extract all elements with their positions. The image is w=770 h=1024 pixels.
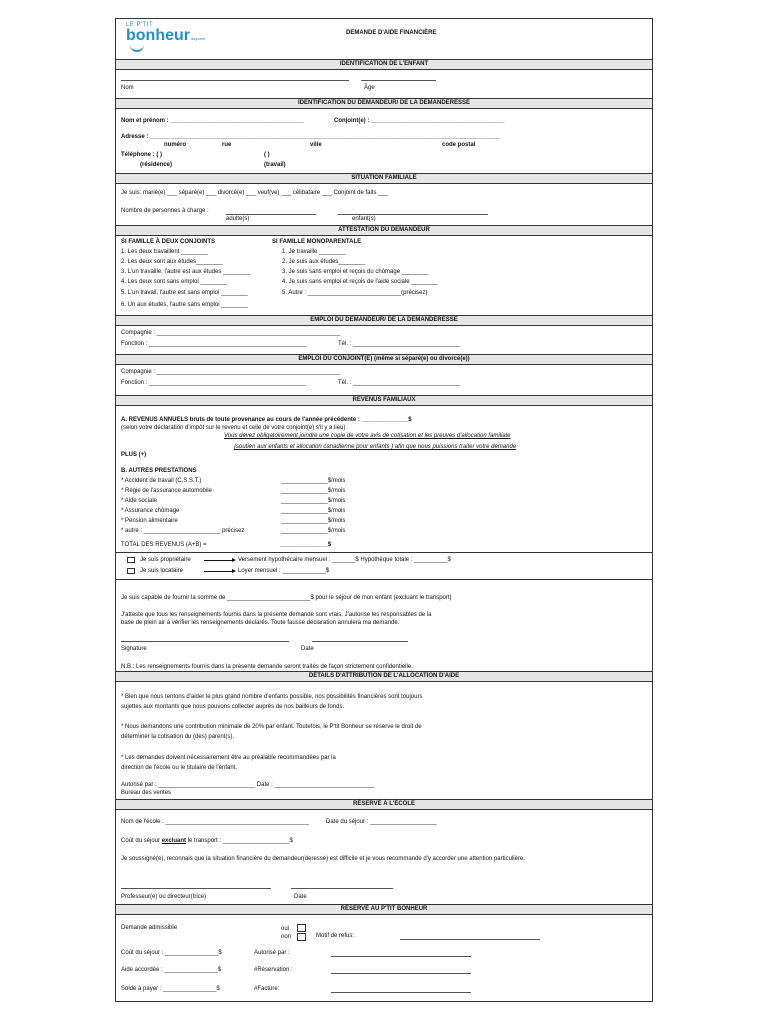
details-autorise[interactable]: Autorisé par : _____________________________ Date : ______________________________ bbox=[121, 782, 375, 788]
proprietaire-detail[interactable]: Versement hypothécaire mensuel : _______$ Hypothèque totale : __________$ bbox=[238, 557, 451, 563]
prestation-amount-1[interactable]: ______________$/mois bbox=[281, 478, 346, 484]
atteste-line-1: J'atteste que tous les renseignements fournis dans la présente demande sont vrais. J'autorise les responsables de la bbox=[121, 612, 432, 618]
label-date: Date bbox=[301, 646, 314, 652]
header-situation: SITUATION FAMILIALE bbox=[116, 173, 652, 184]
label-adultes: adulte(s) bbox=[226, 216, 250, 222]
divider bbox=[116, 579, 652, 580]
header-demandeur: IDENTIFICATION DU DEMANDEUR/ DE LA DEMANDERESSE bbox=[116, 98, 652, 109]
right-option-4[interactable]: 4. Je suis sans emploi et reçois de l'aide sociale ________ bbox=[282, 279, 438, 285]
ptit-solde[interactable]: Solde à payer : ________________$ bbox=[121, 986, 220, 992]
right-title: SI FAMILLE MONOPARENTALE bbox=[272, 239, 362, 245]
logo-main-text bbox=[126, 28, 205, 46]
logo-main-word: bonheur bbox=[126, 27, 190, 44]
logo-smile-icon bbox=[130, 45, 144, 52]
field-telephone-travail[interactable]: ( ) bbox=[264, 152, 270, 158]
prestation-item-2: * Régie de l'assurance automobile bbox=[121, 488, 212, 494]
prestation-amount-4[interactable]: ______________$/mois bbox=[281, 508, 346, 514]
label-code-postal: code postal bbox=[442, 142, 476, 148]
label-numero: numéro bbox=[164, 142, 187, 148]
ptit-cout[interactable]: Coût du séjour : ________________$ bbox=[121, 950, 222, 956]
label-enfants: enfant(s) bbox=[352, 216, 376, 222]
ecole-cout[interactable] bbox=[121, 837, 293, 845]
field-telephone-residence[interactable]: Téléphone : ( ) bbox=[121, 152, 162, 158]
details-p2b: déterminer la cotisation du (des) parent(s). bbox=[121, 734, 235, 740]
revenus-must-2: (soutien aux enfants et allocation canadienne pour enfants ) afin que nous puissions traiter votre demande bbox=[234, 444, 517, 450]
atteste-line-2: base de plein air à vérifier les renseignements déclarés. Toute fausse déclaration annulera ma demande. bbox=[121, 620, 400, 626]
revenus-must-1: Vous devez obligatoirement joindre une copie de votre avis de cotisation et les preuves d'allocation familiale bbox=[224, 433, 511, 439]
facture-field[interactable] bbox=[331, 992, 471, 993]
prestation-amount-6[interactable]: ______________$/mois bbox=[281, 528, 346, 534]
prestation-item-4: * Assurance chômage bbox=[121, 508, 180, 514]
arrow-right-icon bbox=[204, 560, 234, 561]
field-adresse[interactable]: Adresse : _________________________________________________________________________________________________________ bbox=[121, 134, 501, 140]
cout-post: le transport : ____________________$ bbox=[186, 838, 293, 844]
situation-options[interactable]: Je suis: marié(e) ___ séparé(e) ___ divorcé(e) ___ veuf(ve) ___ célibataire ___ Conjoint de faits ___ bbox=[121, 190, 389, 196]
header-ecole: RÉSERVÉ À L'ÉCOLE bbox=[116, 799, 652, 810]
right-option-5[interactable]: 5. Autre : ____________________________(précisez) bbox=[282, 290, 428, 296]
prof-signature-field[interactable] bbox=[121, 888, 271, 889]
revenus-note: (selon votre déclaration d'impôt sur le revenu et celle de votre conjoint(e) s'il y a lieu) bbox=[121, 425, 346, 431]
details-p3b: direction de l'école ou le titulaire de l'enfant. bbox=[121, 765, 238, 771]
left-option-6[interactable]: 6. Un aux études, l'autre sans emploi ________ bbox=[121, 302, 248, 308]
ecole-soussigne: Je soussigné(e), reconnais que la situation financière du demandeur(deresse) est difficile et je vous recommande d'y accorder une attention particulière. bbox=[121, 856, 525, 862]
label-non: non bbox=[281, 934, 292, 940]
proprietaire-checkbox[interactable] bbox=[127, 557, 135, 563]
label-age: Âge bbox=[364, 85, 375, 91]
prestation-item-1: * Accident de travail (C.S.S.T.) bbox=[121, 478, 202, 484]
label-facture: #Facture: bbox=[254, 986, 280, 992]
field-nom-prenom[interactable]: Nom et prénom : ________________________________________ bbox=[121, 118, 304, 124]
label-professeur: Professeur(e) ou directeur(trice) bbox=[121, 894, 207, 900]
total-revenus-label: TOTAL DES REVENUS (A+B) = bbox=[121, 542, 207, 548]
emploi-dem-tel[interactable]: Tél. : ________________________________ bbox=[338, 341, 460, 347]
motif-field[interactable] bbox=[400, 939, 540, 940]
divider bbox=[116, 552, 652, 553]
logo-suffix: daycare bbox=[191, 36, 206, 41]
non-checkbox[interactable] bbox=[297, 933, 306, 941]
left-option-2[interactable]: 2. Les deux sont aux études________ bbox=[121, 259, 223, 265]
label-rue: rue bbox=[222, 142, 232, 148]
header-attestation: ATTESTATION DU DEMANDEUR bbox=[116, 225, 652, 236]
header-emploi-demandeur: EMPLOI DU DEMANDEUR/ DE LA DEMANDERESSE bbox=[116, 315, 652, 326]
emploi-conj-tel[interactable]: Tél. : ________________________________ bbox=[338, 380, 460, 386]
label-nom: Nom bbox=[121, 85, 134, 91]
arrow-right-icon bbox=[204, 571, 234, 572]
autres-prestations-title: B. AUTRES PRESTATIONS bbox=[121, 468, 197, 474]
emploi-conj-compagnie[interactable]: Compagnie : _______________________________________________________ bbox=[121, 369, 341, 375]
locataire-checkbox[interactable] bbox=[127, 568, 135, 574]
autorise-par-field[interactable] bbox=[331, 956, 471, 957]
left-option-4[interactable]: 4. Les deux sont sans emploi ________ bbox=[121, 279, 228, 285]
details-p2a: * Nous demandons une contribution minimale de 20% par enfant. Toutefois, le P'tit Bonheur se réserve le droit de bbox=[121, 724, 422, 730]
right-option-1[interactable]: 1. Je travaille ________ bbox=[282, 249, 346, 255]
details-bureau: Bureau des ventes bbox=[121, 790, 172, 796]
left-title: SI FAMILLE À DEUX CONJOINTS bbox=[121, 239, 216, 245]
financial-aid-form bbox=[115, 18, 653, 1002]
label-reservation: #Réservation : bbox=[254, 967, 293, 973]
label-residence: (résidence) bbox=[140, 162, 173, 168]
label-ecole-date: Date bbox=[294, 894, 307, 900]
cout-excluant: excluant bbox=[161, 838, 187, 844]
ecole-date-field[interactable] bbox=[291, 888, 393, 889]
label-locataire: Je suis locataire bbox=[140, 568, 184, 574]
ecole-nom[interactable]: Nom de l'école : ___________________________________________ bbox=[121, 819, 309, 825]
left-option-5[interactable]: 5. L'un travail, l'autre est sans emploi ________ bbox=[121, 290, 248, 296]
label-ville: ville bbox=[310, 142, 322, 148]
ecole-date-sejour[interactable]: Date du séjour : ____________________ bbox=[326, 819, 437, 825]
emploi-dem-compagnie[interactable]: Compagnie : _______________________________________________________ bbox=[121, 330, 341, 336]
date-field[interactable] bbox=[312, 641, 408, 642]
prestation-amount-3[interactable]: ______________$/mois bbox=[281, 498, 346, 504]
ptit-bonheur-logo bbox=[126, 22, 205, 46]
label-oui: oui bbox=[281, 926, 290, 932]
oui-checkbox[interactable] bbox=[297, 924, 306, 932]
cout-pre: Coût du séjour bbox=[121, 838, 162, 844]
label-proprietaire: Je suis propriétaire bbox=[140, 557, 191, 563]
confidentiality-note: N.B.: Les renseignements fournis dans la présente demande seront traités de façon strictement confidentielle. bbox=[121, 664, 413, 670]
label-autorise-par: Autorisé par : bbox=[254, 950, 290, 956]
logo-top-text: LE P'TIT bbox=[126, 22, 154, 28]
details-p1b: sujettes aux montants que nous pouvons collecter auprès de nos bailleurs de fonds. bbox=[121, 704, 345, 710]
emploi-dem-fonction[interactable]: Fonction : _______________________________________________ bbox=[121, 341, 306, 347]
prestation-item-3: * Aide sociale bbox=[121, 498, 158, 504]
emploi-conj-fonction[interactable]: Fonction : _______________________________________________ bbox=[121, 380, 306, 386]
child-age-field[interactable] bbox=[361, 80, 436, 81]
label-admissible: Demande admissible bbox=[121, 925, 178, 931]
label-personnes-charge: Nombre de personnes à charge : bbox=[121, 208, 209, 214]
header-emploi-conjoint: EMPLOI DU CONJOINT(E) (même si séparé(e) ou divorcé(e)) bbox=[116, 354, 652, 365]
label-signature: Signature bbox=[121, 646, 147, 652]
details-p3a: * Les demandes doivent nécessairement être au préalable recommandées par la bbox=[121, 755, 336, 761]
capable-statement[interactable]: Je suis capable de fournir la somme de _________________________$ pour le séjour de mon enfant (excluant le transport) bbox=[121, 595, 452, 601]
prestation-item-5: * Pension alimentaire bbox=[121, 518, 178, 524]
field-conjoint[interactable]: Conjoint(e) : ________________________________________ bbox=[334, 118, 505, 124]
header-revenus: REVENUS FAMILIAUX bbox=[116, 395, 652, 406]
prestation-item-6[interactable]: * autre : _______________________ précisez bbox=[121, 528, 245, 534]
details-p1a: * Bien que nous tentons d'aider le plus grand nombre d'enfants possible, nos possibilités financières sont toujours bbox=[121, 694, 423, 700]
left-option-3[interactable]: 3. L'un travaille, l'autre est aux études ________ bbox=[121, 269, 250, 275]
revenus-annuels[interactable]: A. REVENUS ANNUELS bruts de toute provenance au cours de l'année précédente : ______________$ bbox=[121, 417, 412, 423]
header-ptit: RÉSERVÉ AU P'TIT BONHEUR bbox=[116, 904, 652, 915]
left-option-1[interactable]: 1. Les deux travaillent ________ bbox=[121, 249, 208, 255]
child-name-field[interactable] bbox=[121, 80, 349, 81]
prestation-amount-5[interactable]: ______________$/mois bbox=[281, 518, 346, 524]
signature-field[interactable] bbox=[121, 641, 289, 642]
ptit-aide[interactable]: Aide accordée : ________________$ bbox=[121, 967, 222, 973]
label-travail: (travail) bbox=[264, 162, 286, 168]
plus-label: PLUS (+) bbox=[121, 452, 147, 458]
right-option-2[interactable]: 2. Je suis aux études________ bbox=[282, 259, 366, 265]
right-option-3[interactable]: 3. Je suis sans emploi et reçois du chômage ________ bbox=[282, 269, 429, 275]
prestation-amount-2[interactable]: ______________$/mois bbox=[281, 488, 346, 494]
header-enfant: IDENTIFICATION DE L'ENFANT bbox=[116, 59, 652, 70]
total-revenus-field[interactable]: ______________$ bbox=[281, 542, 332, 548]
header-details: DÉTAILS D'ATTRIBUTION DE L'ALLOCATION D'AIDE bbox=[116, 671, 652, 682]
label-motif: Motif de refus: bbox=[316, 933, 355, 939]
form-title: DEMANDE D'AIDE FINANCIÈRE bbox=[346, 30, 437, 36]
reservation-field[interactable] bbox=[331, 973, 471, 974]
locataire-detail[interactable]: Loyer mensuel : _____________$ bbox=[238, 568, 330, 574]
